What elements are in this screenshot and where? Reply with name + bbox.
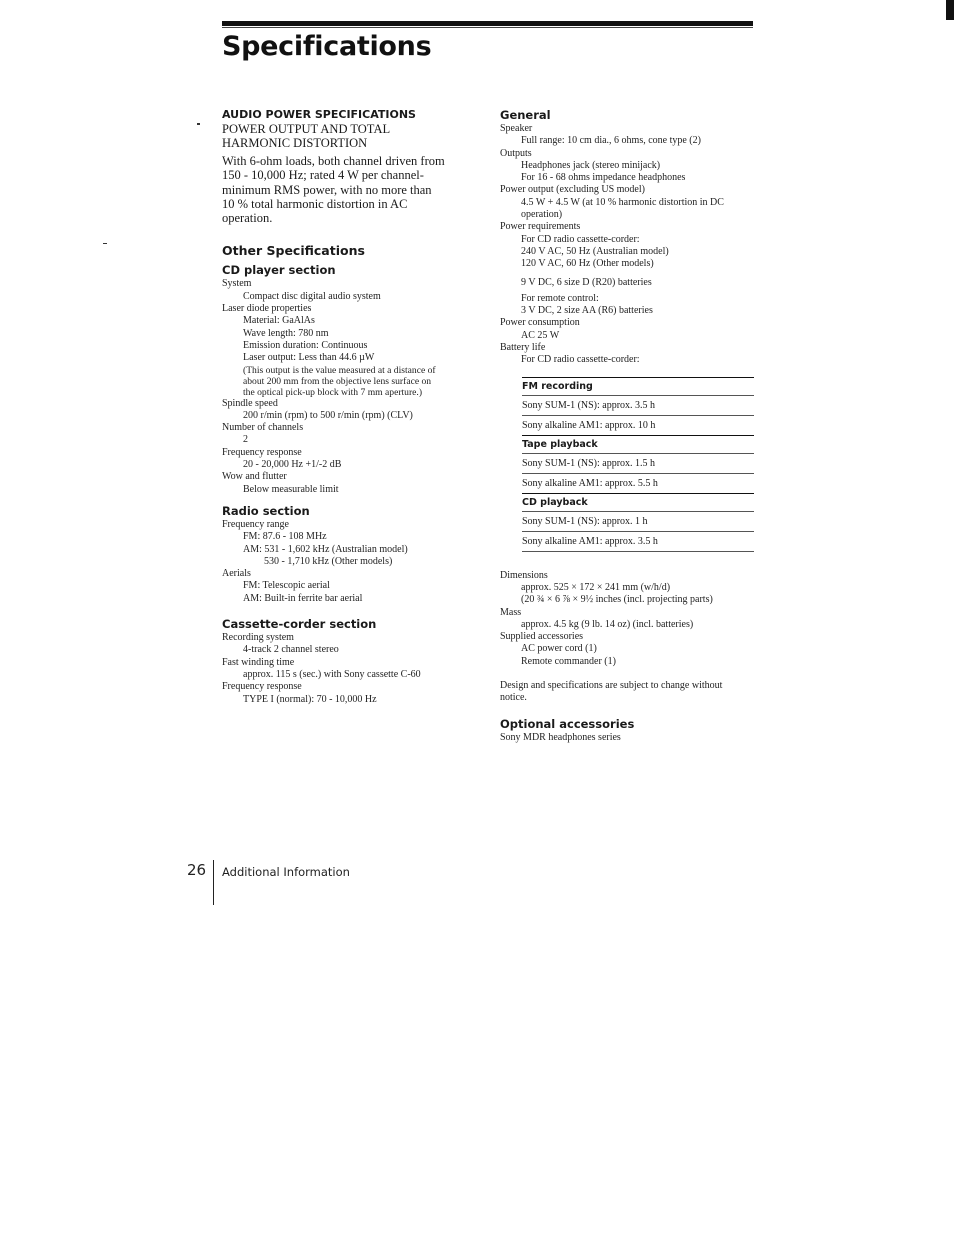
right-column: [500, 108, 754, 744]
radio-lines: [222, 519, 484, 605]
cd-player-note: [222, 365, 484, 398]
spec-label: Spindle speed: [222, 397, 278, 409]
spec-value: 120 V AC, 60 Hz (Other models): [521, 258, 654, 270]
general-lines-c: [500, 293, 754, 367]
spec-value: 530 - 1,710 kHz (Other models): [264, 555, 393, 567]
scan-speck: [103, 243, 107, 244]
spec-value: Compact disc digital audio system: [243, 290, 381, 302]
spec-value: AM: 531 - 1,602 kHz (Australian model): [243, 543, 408, 555]
note-line: the optical pick-up block with 7 mm aperture.): [243, 386, 423, 398]
page-number: 26: [187, 861, 207, 879]
spec-value: 9 V DC, 6 size D (R20) batteries: [521, 276, 652, 288]
body-line: 150 - 10,000 Hz; rated 4 W per channel-: [222, 168, 424, 183]
title-rule: [222, 21, 753, 26]
spec-label: Battery life: [500, 342, 546, 354]
spec-value: Wave length: 780 nm: [243, 327, 329, 339]
spec-label: Frequency response: [222, 446, 302, 458]
cd-player-heading: CD player section: [222, 263, 336, 278]
spec-label: Power output (excluding US model): [500, 184, 645, 196]
left-column: [222, 108, 484, 706]
battery-life-table: [522, 377, 754, 552]
spec-label: Mass: [500, 606, 522, 618]
spec-label: Power consumption: [500, 317, 580, 329]
battery-table-row: Sony SUM-1 (NS): approx. 1.5 h: [522, 453, 754, 473]
audio-power-heading: AUDIO POWER SPECIFICATIONS: [222, 108, 416, 121]
spec-label: Aerials: [222, 568, 251, 580]
audio-power-lead-2: HARMONIC DISTORTION: [222, 136, 368, 150]
spec-value: Remote commander (1): [521, 655, 616, 667]
note-line: about 200 mm from the objective lens surface on: [243, 375, 432, 387]
other-specifications-heading: Other Specifications: [222, 243, 365, 259]
spec-label: Outputs: [500, 147, 532, 159]
battery-table-group-heading: Tape playback: [522, 435, 754, 453]
spec-value: FM: 87.6 - 108 MHz: [243, 531, 327, 543]
disclaimer: [500, 680, 754, 705]
battery-table-group-heading: FM recording: [522, 377, 754, 395]
battery-table-row: Sony alkaline AM1: approx. 10 h: [522, 415, 754, 435]
spec-value: 3 V DC, 2 size AA (R6) batteries: [521, 305, 653, 317]
general-lines: [500, 123, 754, 271]
body-line: 10 % total harmonic distortion in AC: [222, 196, 408, 211]
spec-value: Below measurable limit: [243, 483, 339, 495]
body-line: operation.: [222, 211, 273, 226]
text-line: notice.: [500, 692, 527, 704]
spec-value: For 16 - 68 ohms impedance headphones: [521, 172, 686, 184]
spec-value: AM: Built-in ferrite bar aerial: [243, 592, 363, 604]
general-lines-b: [500, 277, 754, 289]
spec-value: AC 25 W: [521, 329, 560, 341]
battery-table-row: Sony SUM-1 (NS): approx. 1 h: [522, 511, 754, 531]
spec-value: 2: [243, 434, 248, 446]
spec-value: approx. 115 s (sec.) with Sony cassette C-60: [243, 668, 421, 680]
spec-value: approx. 525 × 172 × 241 mm (w/h/d): [521, 581, 671, 593]
spec-label: Fast winding time: [222, 656, 295, 668]
cd-player-lines: [222, 278, 484, 364]
spec-value: 4-track 2 channel stereo: [243, 644, 339, 656]
optional-accessories-text: Sony MDR headphones series: [500, 731, 621, 743]
radio-heading: Radio section: [222, 503, 310, 518]
spec-label: Frequency response: [222, 681, 302, 693]
note-line: (This output is the value measured at a distance of: [243, 364, 436, 376]
spec-label: Laser diode properties: [222, 303, 312, 315]
page-title: Specifications: [222, 31, 432, 62]
title-rule-thin: [222, 27, 753, 28]
optional-accessories-heading: Optional accessories: [500, 716, 635, 731]
scan-speck: [197, 123, 200, 125]
spec-value: For remote control:: [521, 292, 599, 304]
battery-table-row: Sony SUM-1 (NS): approx. 3.5 h: [522, 395, 754, 415]
cassette-heading: Cassette-corder section: [222, 617, 377, 632]
battery-table-row: Sony alkaline AM1: approx. 3.5 h: [522, 531, 754, 552]
general-lines-d: [500, 570, 754, 668]
spec-label: Supplied accessories: [500, 631, 584, 643]
spec-value: Full range: 10 cm dia., 6 ohms, cone type (2): [521, 135, 701, 147]
battery-table-row: Sony alkaline AM1: approx. 5.5 h: [522, 473, 754, 493]
spec-value: approx. 4.5 kg (9 lb. 14 oz) (incl. batteries): [521, 618, 694, 630]
spec-label: System: [222, 278, 252, 290]
spec-value: 20 - 20,000 Hz +1/-2 dB: [243, 459, 342, 471]
spec-value: For CD radio cassette-corder:: [521, 354, 640, 366]
spec-label: Speaker: [500, 123, 533, 134]
edge-tab-mark: [946, 0, 954, 20]
cassette-lines: [222, 632, 484, 706]
audio-power-body: [222, 154, 484, 225]
spec-label: Dimensions: [500, 569, 548, 581]
text-line: Design and specifications are subject to change without: [500, 680, 723, 692]
spec-value: FM: Telescopic aerial: [243, 580, 330, 592]
spec-label: Wow and flutter: [222, 471, 287, 483]
spec-label: Power requirements: [500, 221, 581, 233]
spec-value: Headphones jack (stereo minijack): [521, 159, 661, 171]
spec-value: Emission duration: Continuous: [243, 339, 368, 351]
spec-value: For CD radio cassette-corder:: [521, 233, 640, 245]
spec-value: (20 ¾ × 6 ⅞ × 9½ inches (incl. projecting parts): [521, 594, 713, 606]
audio-power-lead-1: POWER OUTPUT AND TOTAL: [222, 122, 391, 136]
spec-value: AC power cord (1): [521, 643, 597, 655]
spec-label: Number of channels: [222, 422, 304, 434]
spec-value: 240 V AC, 50 Hz (Australian model): [521, 245, 669, 257]
general-heading: General: [500, 108, 551, 122]
body-line: With 6-ohm loads, both channel driven from: [222, 154, 445, 168]
battery-table-group-heading: CD playback: [522, 493, 754, 511]
spec-value: operation): [521, 209, 563, 221]
spec-value: TYPE I (normal): 70 - 10,000 Hz: [243, 693, 377, 705]
spec-value: 4.5 W + 4.5 W (at 10 % harmonic distortion in DC: [521, 196, 724, 208]
spec-label: Frequency range: [222, 518, 289, 530]
spec-value: Material: GaAlAs: [243, 315, 315, 327]
cd-player-lines-2: [222, 398, 484, 496]
spec-value: Laser output: Less than 44.6 µW: [243, 352, 375, 364]
spec-value: 200 r/min (rpm) to 500 r/min (rpm) (CLV): [243, 409, 413, 421]
footer-section-label: Additional Information: [222, 865, 350, 879]
spec-label: Recording system: [222, 632, 294, 644]
footer-divider: [213, 860, 214, 905]
body-line: minimum RMS power, with no more than: [222, 182, 432, 197]
